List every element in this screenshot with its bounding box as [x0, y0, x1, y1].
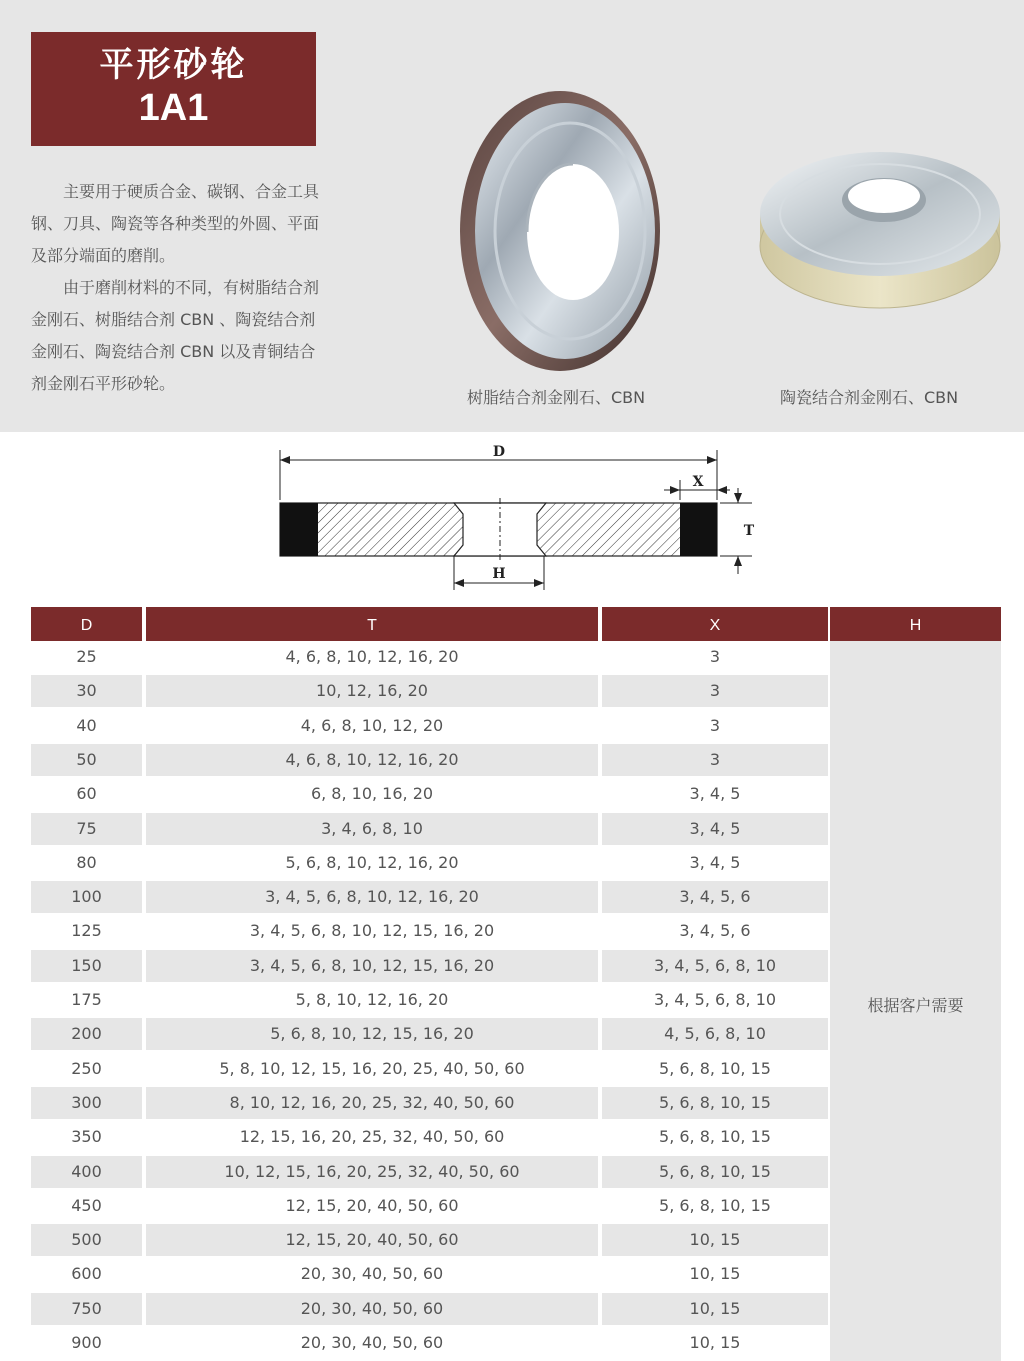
- cell-t: 3, 4, 5, 6, 8, 10, 12, 15, 16, 20: [146, 950, 598, 982]
- cross-section-diagram: [272, 440, 762, 598]
- cell-x: 10, 15: [602, 1293, 828, 1325]
- table-row: [31, 847, 828, 881]
- table-row: [31, 710, 828, 744]
- table-row: [31, 1156, 828, 1190]
- h-value: 根据客户需要: [867, 996, 964, 1015]
- header-h: H: [830, 607, 1001, 641]
- resin-wheel-image: [455, 86, 665, 376]
- product-code: 1A1: [138, 87, 209, 129]
- cell-d: 60: [76, 784, 97, 804]
- table-row: [31, 984, 828, 1018]
- cell-t: 4, 6, 8, 10, 12, 16, 20: [146, 744, 598, 776]
- cell-t: 8, 10, 12, 16, 20, 25, 32, 40, 50, 60: [146, 1087, 598, 1119]
- table-row: [31, 813, 828, 847]
- cell-d: 30: [31, 675, 142, 707]
- cell-x: 5, 6, 8, 10, 15: [659, 1195, 771, 1215]
- cell-x: 3: [709, 647, 721, 666]
- cell-t: 12, 15, 16, 20, 25, 32, 40, 50, 60: [239, 1127, 505, 1147]
- cell-x: 5, 6, 8, 10, 15: [659, 1127, 771, 1147]
- cell-d: 150: [31, 950, 142, 982]
- cell-t: 3, 4, 5, 6, 8, 10, 12, 16, 20: [146, 881, 598, 913]
- cell-d: 200: [31, 1018, 142, 1050]
- cell-x: 3, 4, 5, 6, 8, 10: [602, 950, 828, 982]
- cell-d: 250: [71, 1058, 102, 1078]
- cell-d: 25: [76, 647, 97, 666]
- table-row: [31, 881, 828, 915]
- table-row: [31, 1121, 828, 1155]
- dimension-label-x: X: [692, 474, 704, 490]
- header-x: X: [602, 607, 828, 641]
- cell-x: 4, 5, 6, 8, 10: [602, 1018, 828, 1050]
- cell-x: 3, 4, 5: [602, 813, 828, 845]
- cell-x: 3, 4, 5, 6, 8, 10: [653, 990, 777, 1009]
- cell-x: 5, 6, 8, 10, 15: [602, 1156, 828, 1188]
- table-row: [31, 744, 828, 778]
- cell-d: 350: [71, 1127, 102, 1147]
- cell-t: 10, 12, 15, 16, 20, 25, 32, 40, 50, 60: [146, 1156, 598, 1188]
- dimension-label-t: T: [743, 523, 755, 539]
- cell-x: 5, 6, 8, 10, 15: [602, 1087, 828, 1119]
- cell-t: 20, 30, 40, 50, 60: [146, 1293, 598, 1325]
- table-row: [31, 1190, 828, 1224]
- spec-table: [31, 607, 1001, 1361]
- intro-panel: [0, 0, 1024, 432]
- dimension-label-h: H: [492, 566, 506, 582]
- product-description: [31, 176, 331, 400]
- ceramic-wheel-caption: 陶瓷结合剂金刚石、CBN: [780, 388, 959, 407]
- cell-d: 450: [71, 1195, 102, 1215]
- cell-t: 20, 30, 40, 50, 60: [300, 1264, 444, 1284]
- cell-t: 10, 12, 16, 20: [146, 675, 598, 707]
- table-row: [31, 641, 828, 675]
- cell-d: 400: [31, 1156, 142, 1188]
- cell-d: 50: [31, 744, 142, 776]
- table-row: [31, 1018, 828, 1052]
- cell-x: 3: [602, 744, 828, 776]
- cell-t: 6, 8, 10, 16, 20: [310, 784, 434, 804]
- cell-d: 500: [31, 1224, 142, 1256]
- cell-x: 10, 15: [689, 1333, 741, 1352]
- cell-t: 5, 6, 8, 10, 12, 15, 16, 20: [146, 1018, 598, 1050]
- cell-t: 3, 4, 5, 6, 8, 10, 12, 15, 16, 20: [249, 921, 495, 941]
- cell-d: 600: [71, 1264, 102, 1284]
- h-column: [830, 641, 1001, 1361]
- table-row: [31, 950, 828, 984]
- product-title: 平形砂轮: [99, 45, 248, 85]
- cell-d: 80: [76, 852, 97, 872]
- table-header: [31, 607, 1001, 641]
- cell-d: 125: [71, 921, 102, 941]
- cell-t: 5, 6, 8, 10, 12, 16, 20: [285, 852, 459, 872]
- description-paragraph-2: 由于磨削材料的不同，有树脂结合剂金刚石、树脂结合剂 CBN 、陶瓷结合剂金刚石、陶瓷结合剂 CBN 以及青铜结合剂金刚石平形砂轮。: [31, 278, 320, 393]
- table-row: [31, 1053, 828, 1087]
- table-row: [31, 675, 828, 709]
- cell-x: 3: [602, 675, 828, 707]
- title-banner: [31, 32, 316, 146]
- description-paragraph-1: 主要用于硬质合金、碳钢、合金工具钢、刀具、陶瓷等各种类型的外圆、平面及部分端面的磨削。: [31, 182, 320, 265]
- cell-d: 900: [71, 1333, 102, 1352]
- cell-t: 4, 6, 8, 10, 12, 20: [300, 715, 444, 735]
- resin-wheel-caption: 树脂结合剂金刚石、CBN: [467, 388, 646, 407]
- cell-x: 3, 4, 5, 6: [679, 921, 751, 941]
- cell-x: 3, 4, 5, 6: [602, 881, 828, 913]
- cell-x: 10, 15: [689, 1264, 741, 1284]
- cell-t: 12, 15, 20, 40, 50, 60: [285, 1195, 459, 1215]
- header-t: T: [146, 607, 598, 641]
- cell-t: 3, 4, 6, 8, 10: [146, 813, 598, 845]
- cell-d: 300: [31, 1087, 142, 1119]
- cell-x: 10, 15: [602, 1224, 828, 1256]
- cell-t: 5, 8, 10, 12, 16, 20: [295, 990, 449, 1009]
- table-row: [31, 778, 828, 812]
- cell-d: 750: [31, 1293, 142, 1325]
- table-row: [31, 1087, 828, 1121]
- cell-d: 75: [31, 813, 142, 845]
- cell-x: 3, 4, 5: [689, 852, 741, 872]
- cell-t: 4, 6, 8, 10, 12, 16, 20: [285, 647, 459, 666]
- cell-d: 175: [71, 990, 102, 1009]
- cell-d: 40: [76, 715, 97, 735]
- cell-x: 5, 6, 8, 10, 15: [659, 1058, 771, 1078]
- table-row: [31, 1258, 828, 1292]
- header-d: D: [31, 607, 142, 641]
- cell-t: 12, 15, 20, 40, 50, 60: [146, 1224, 598, 1256]
- cell-d: 100: [31, 881, 142, 913]
- cell-x: 3: [709, 715, 721, 735]
- table-row: [31, 915, 828, 949]
- dimension-label-d: D: [492, 444, 506, 460]
- ceramic-wheel-image: [756, 146, 1004, 336]
- table-row: [31, 1224, 828, 1258]
- table-row: [31, 1327, 828, 1361]
- cell-t: 5, 8, 10, 12, 15, 16, 20, 25, 40, 50, 60: [219, 1058, 525, 1078]
- cell-t: 20, 30, 40, 50, 60: [300, 1333, 444, 1352]
- cell-x: 3, 4, 5: [689, 784, 741, 804]
- table-row: [31, 1293, 828, 1327]
